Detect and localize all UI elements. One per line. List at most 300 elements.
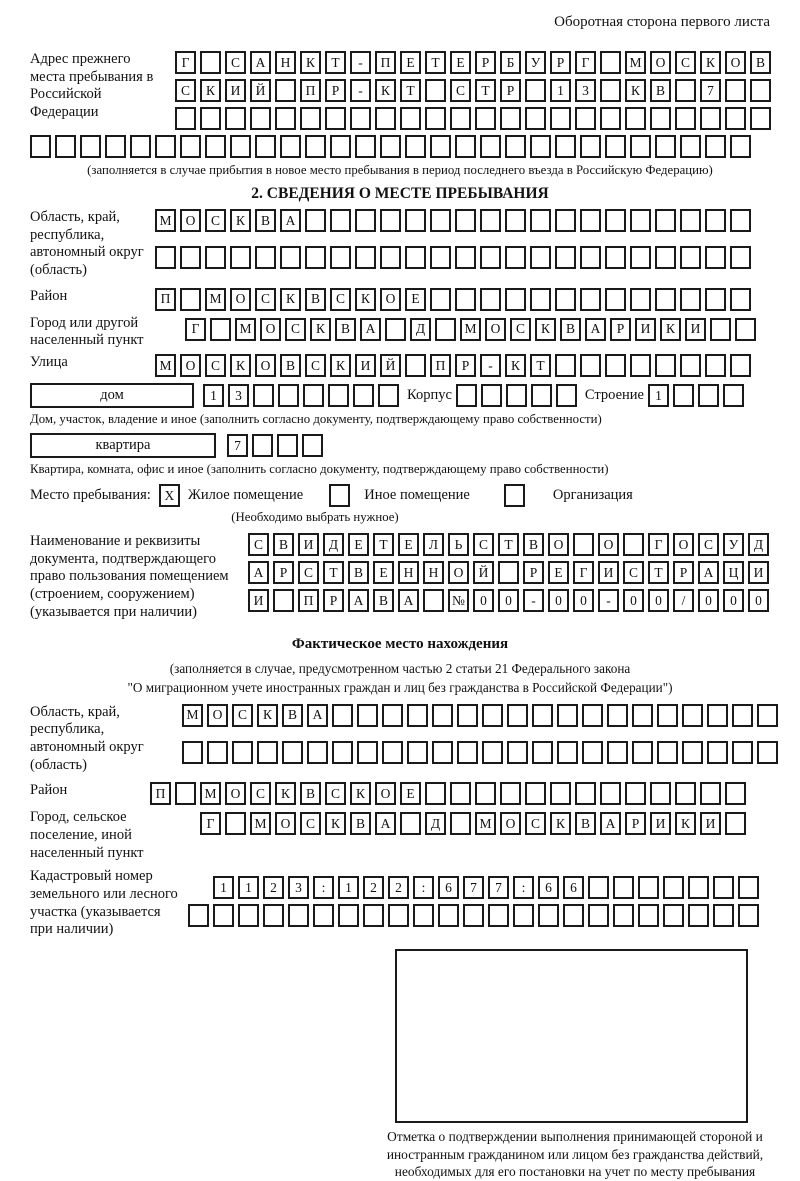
char-cell[interactable]: [498, 561, 519, 584]
char-cell[interactable]: [588, 904, 609, 927]
char-cell[interactable]: Е: [348, 533, 369, 556]
char-cell[interactable]: [607, 741, 628, 764]
char-cell[interactable]: [557, 741, 578, 764]
char-cell[interactable]: Й: [250, 79, 271, 102]
char-cell[interactable]: К: [325, 812, 346, 835]
char-cell[interactable]: М: [200, 782, 221, 805]
char-cell[interactable]: [507, 741, 528, 764]
char-cell[interactable]: [130, 135, 151, 158]
char-cell[interactable]: [605, 288, 626, 311]
char-cell[interactable]: [257, 741, 278, 764]
char-cell[interactable]: [255, 135, 276, 158]
checkbox-other-premises[interactable]: [329, 484, 350, 507]
char-cell[interactable]: [555, 246, 576, 269]
char-cell[interactable]: В: [300, 782, 321, 805]
char-cell[interactable]: [505, 135, 526, 158]
char-cell[interactable]: Ц: [723, 561, 744, 584]
char-cell[interactable]: [607, 704, 628, 727]
char-cell[interactable]: [238, 904, 259, 927]
char-cell[interactable]: [455, 135, 476, 158]
char-cell[interactable]: [277, 434, 298, 457]
char-cell[interactable]: [698, 384, 719, 407]
char-cell[interactable]: Р: [610, 318, 631, 341]
char-cell[interactable]: [655, 209, 676, 232]
char-cell[interactable]: [530, 135, 551, 158]
char-cell[interactable]: Г: [175, 51, 196, 74]
char-cell[interactable]: [432, 741, 453, 764]
char-cell[interactable]: К: [700, 51, 721, 74]
char-cell[interactable]: [700, 782, 721, 805]
char-cell[interactable]: 0: [723, 589, 744, 612]
char-cell[interactable]: -: [523, 589, 544, 612]
char-cell[interactable]: Р: [325, 79, 346, 102]
char-cell[interactable]: [738, 904, 759, 927]
char-cell[interactable]: -: [350, 51, 371, 74]
char-cell[interactable]: [205, 246, 226, 269]
char-cell[interactable]: Г: [573, 561, 594, 584]
char-cell[interactable]: [705, 209, 726, 232]
char-cell[interactable]: :: [313, 876, 334, 899]
char-cell[interactable]: [382, 741, 403, 764]
char-cell[interactable]: О: [260, 318, 281, 341]
char-cell[interactable]: Н: [423, 561, 444, 584]
char-cell[interactable]: [513, 904, 534, 927]
char-cell[interactable]: О: [180, 354, 201, 377]
char-cell[interactable]: [455, 246, 476, 269]
char-cell[interactable]: Б: [500, 51, 521, 74]
char-cell[interactable]: [655, 246, 676, 269]
char-cell[interactable]: [655, 135, 676, 158]
char-cell[interactable]: [655, 288, 676, 311]
char-cell[interactable]: [630, 209, 651, 232]
char-cell[interactable]: [307, 741, 328, 764]
char-cell[interactable]: С: [298, 561, 319, 584]
char-cell[interactable]: Р: [673, 561, 694, 584]
char-cell[interactable]: Р: [273, 561, 294, 584]
char-cell[interactable]: К: [660, 318, 681, 341]
char-cell[interactable]: [200, 51, 221, 74]
char-cell[interactable]: [730, 246, 751, 269]
char-cell[interactable]: Т: [325, 51, 346, 74]
char-cell[interactable]: -: [598, 589, 619, 612]
char-cell[interactable]: М: [205, 288, 226, 311]
char-cell[interactable]: Е: [450, 51, 471, 74]
char-cell[interactable]: [682, 741, 703, 764]
char-cell[interactable]: [555, 288, 576, 311]
char-cell[interactable]: [180, 288, 201, 311]
char-cell[interactable]: [405, 209, 426, 232]
char-cell[interactable]: [278, 384, 299, 407]
char-cell[interactable]: Г: [200, 812, 221, 835]
char-cell[interactable]: [303, 384, 324, 407]
char-cell[interactable]: [663, 904, 684, 927]
char-cell[interactable]: [675, 782, 696, 805]
char-cell[interactable]: [355, 246, 376, 269]
char-cell[interactable]: [725, 107, 746, 130]
char-cell[interactable]: [482, 704, 503, 727]
char-cell[interactable]: [531, 384, 552, 407]
char-cell[interactable]: [680, 246, 701, 269]
char-cell[interactable]: В: [282, 704, 303, 727]
char-cell[interactable]: К: [200, 79, 221, 102]
char-cell[interactable]: А: [348, 589, 369, 612]
char-cell[interactable]: [380, 209, 401, 232]
char-cell[interactable]: [738, 876, 759, 899]
checkbox-organization[interactable]: [504, 484, 525, 507]
char-cell[interactable]: [580, 354, 601, 377]
char-cell[interactable]: С: [248, 533, 269, 556]
char-cell[interactable]: В: [575, 812, 596, 835]
char-cell[interactable]: [757, 741, 778, 764]
char-cell[interactable]: [413, 904, 434, 927]
char-cell[interactable]: [682, 704, 703, 727]
char-cell[interactable]: К: [310, 318, 331, 341]
char-cell[interactable]: Т: [373, 533, 394, 556]
char-cell[interactable]: М: [625, 51, 646, 74]
char-cell[interactable]: [450, 782, 471, 805]
char-cell[interactable]: Т: [530, 354, 551, 377]
char-cell[interactable]: К: [257, 704, 278, 727]
char-cell[interactable]: 3: [288, 876, 309, 899]
char-cell[interactable]: [713, 876, 734, 899]
char-cell[interactable]: 1: [238, 876, 259, 899]
char-cell[interactable]: [475, 107, 496, 130]
char-cell[interactable]: [638, 876, 659, 899]
char-cell[interactable]: [325, 107, 346, 130]
char-cell[interactable]: [463, 904, 484, 927]
char-cell[interactable]: [457, 704, 478, 727]
char-cell[interactable]: [330, 246, 351, 269]
char-cell[interactable]: [710, 318, 731, 341]
char-cell[interactable]: [555, 354, 576, 377]
char-cell[interactable]: [630, 288, 651, 311]
char-cell[interactable]: [230, 246, 251, 269]
char-cell[interactable]: А: [698, 561, 719, 584]
char-cell[interactable]: [350, 107, 371, 130]
char-cell[interactable]: [438, 904, 459, 927]
char-cell[interactable]: [630, 354, 651, 377]
char-cell[interactable]: [613, 876, 634, 899]
char-cell[interactable]: О: [448, 561, 469, 584]
char-cell[interactable]: 2: [263, 876, 284, 899]
char-cell[interactable]: С: [285, 318, 306, 341]
char-cell[interactable]: Т: [648, 561, 669, 584]
char-cell[interactable]: [330, 209, 351, 232]
char-cell[interactable]: В: [750, 51, 771, 74]
char-cell[interactable]: М: [475, 812, 496, 835]
char-cell[interactable]: [305, 246, 326, 269]
char-cell[interactable]: [580, 246, 601, 269]
char-cell[interactable]: [457, 741, 478, 764]
char-cell[interactable]: [705, 246, 726, 269]
char-cell[interactable]: [475, 782, 496, 805]
char-cell[interactable]: С: [225, 51, 246, 74]
char-cell[interactable]: [455, 288, 476, 311]
char-cell[interactable]: С: [330, 288, 351, 311]
char-cell[interactable]: Е: [398, 533, 419, 556]
char-cell[interactable]: [713, 904, 734, 927]
char-cell[interactable]: О: [725, 51, 746, 74]
char-cell[interactable]: С: [250, 782, 271, 805]
char-cell[interactable]: С: [175, 79, 196, 102]
char-cell[interactable]: К: [280, 288, 301, 311]
char-cell[interactable]: К: [230, 354, 251, 377]
char-cell[interactable]: [357, 704, 378, 727]
char-cell[interactable]: 3: [575, 79, 596, 102]
char-cell[interactable]: И: [355, 354, 376, 377]
char-cell[interactable]: [388, 904, 409, 927]
char-cell[interactable]: Е: [373, 561, 394, 584]
char-cell[interactable]: С: [325, 782, 346, 805]
char-cell[interactable]: [405, 354, 426, 377]
char-cell[interactable]: [638, 904, 659, 927]
char-cell[interactable]: [525, 782, 546, 805]
char-cell[interactable]: Д: [323, 533, 344, 556]
char-cell[interactable]: [605, 354, 626, 377]
char-cell[interactable]: [205, 135, 226, 158]
char-cell[interactable]: Е: [400, 782, 421, 805]
char-cell[interactable]: С: [205, 354, 226, 377]
char-cell[interactable]: О: [548, 533, 569, 556]
char-cell[interactable]: М: [235, 318, 256, 341]
char-cell[interactable]: Н: [398, 561, 419, 584]
char-cell[interactable]: [600, 107, 621, 130]
char-cell[interactable]: [530, 246, 551, 269]
char-cell[interactable]: [625, 782, 646, 805]
char-cell[interactable]: 6: [538, 876, 559, 899]
char-cell[interactable]: [500, 107, 521, 130]
char-cell[interactable]: Р: [500, 79, 521, 102]
char-cell[interactable]: [505, 209, 526, 232]
char-cell[interactable]: [506, 384, 527, 407]
char-cell[interactable]: А: [250, 51, 271, 74]
char-cell[interactable]: 0: [573, 589, 594, 612]
char-cell[interactable]: [650, 782, 671, 805]
char-cell[interactable]: [378, 384, 399, 407]
char-cell[interactable]: [732, 704, 753, 727]
char-cell[interactable]: [605, 209, 626, 232]
char-cell[interactable]: [232, 741, 253, 764]
char-cell[interactable]: [505, 246, 526, 269]
char-cell[interactable]: [407, 741, 428, 764]
char-cell[interactable]: К: [275, 782, 296, 805]
char-cell[interactable]: :: [513, 876, 534, 899]
char-cell[interactable]: [505, 288, 526, 311]
char-cell[interactable]: [600, 782, 621, 805]
char-cell[interactable]: -: [350, 79, 371, 102]
char-cell[interactable]: Н: [275, 51, 296, 74]
char-cell[interactable]: [407, 704, 428, 727]
char-cell[interactable]: [632, 704, 653, 727]
char-cell[interactable]: [355, 135, 376, 158]
char-cell[interactable]: [423, 589, 444, 612]
char-cell[interactable]: [250, 107, 271, 130]
char-cell[interactable]: В: [560, 318, 581, 341]
char-cell[interactable]: С: [205, 209, 226, 232]
char-cell[interactable]: К: [675, 812, 696, 835]
checkbox-residential[interactable]: X: [159, 484, 180, 507]
char-cell[interactable]: [705, 354, 726, 377]
char-cell[interactable]: М: [250, 812, 271, 835]
char-cell[interactable]: 2: [363, 876, 384, 899]
char-cell[interactable]: [507, 704, 528, 727]
char-cell[interactable]: [213, 904, 234, 927]
char-cell[interactable]: [435, 318, 456, 341]
char-cell[interactable]: [657, 741, 678, 764]
char-cell[interactable]: [675, 107, 696, 130]
char-cell[interactable]: [700, 107, 721, 130]
char-cell[interactable]: [105, 135, 126, 158]
char-cell[interactable]: [302, 434, 323, 457]
char-cell[interactable]: [530, 288, 551, 311]
char-cell[interactable]: [252, 434, 273, 457]
char-cell[interactable]: [530, 209, 551, 232]
char-cell[interactable]: О: [650, 51, 671, 74]
char-cell[interactable]: /: [673, 589, 694, 612]
char-cell[interactable]: [456, 384, 477, 407]
char-cell[interactable]: 1: [550, 79, 571, 102]
char-cell[interactable]: [480, 135, 501, 158]
char-cell[interactable]: -: [480, 354, 501, 377]
char-cell[interactable]: [305, 209, 326, 232]
char-cell[interactable]: 7: [488, 876, 509, 899]
char-cell[interactable]: [332, 704, 353, 727]
char-cell[interactable]: [273, 589, 294, 612]
char-cell[interactable]: В: [255, 209, 276, 232]
char-cell[interactable]: [330, 135, 351, 158]
char-cell[interactable]: [432, 704, 453, 727]
char-cell[interactable]: [282, 741, 303, 764]
char-cell[interactable]: [550, 782, 571, 805]
char-cell[interactable]: [725, 812, 746, 835]
char-cell[interactable]: [357, 741, 378, 764]
char-cell[interactable]: И: [298, 533, 319, 556]
char-cell[interactable]: У: [525, 51, 546, 74]
char-cell[interactable]: [430, 246, 451, 269]
char-cell[interactable]: [575, 107, 596, 130]
char-cell[interactable]: [207, 741, 228, 764]
char-cell[interactable]: С: [255, 288, 276, 311]
char-cell[interactable]: К: [535, 318, 556, 341]
char-cell[interactable]: [425, 107, 446, 130]
char-cell[interactable]: [630, 135, 651, 158]
char-cell[interactable]: А: [398, 589, 419, 612]
char-cell[interactable]: И: [248, 589, 269, 612]
char-cell[interactable]: 6: [438, 876, 459, 899]
char-cell[interactable]: [480, 209, 501, 232]
char-cell[interactable]: [328, 384, 349, 407]
char-cell[interactable]: О: [485, 318, 506, 341]
char-cell[interactable]: Й: [380, 354, 401, 377]
char-cell[interactable]: [735, 318, 756, 341]
char-cell[interactable]: [563, 904, 584, 927]
char-cell[interactable]: И: [598, 561, 619, 584]
char-cell[interactable]: Р: [550, 51, 571, 74]
char-cell[interactable]: [405, 246, 426, 269]
char-cell[interactable]: П: [430, 354, 451, 377]
char-cell[interactable]: [538, 904, 559, 927]
char-cell[interactable]: [225, 812, 246, 835]
char-cell[interactable]: [725, 782, 746, 805]
char-cell[interactable]: П: [155, 288, 176, 311]
char-cell[interactable]: [180, 246, 201, 269]
char-cell[interactable]: С: [305, 354, 326, 377]
char-cell[interactable]: [705, 135, 726, 158]
char-cell[interactable]: 2: [388, 876, 409, 899]
char-cell[interactable]: И: [685, 318, 706, 341]
char-cell[interactable]: [405, 135, 426, 158]
char-cell[interactable]: [680, 288, 701, 311]
char-cell[interactable]: [255, 246, 276, 269]
char-cell[interactable]: Л: [423, 533, 444, 556]
char-cell[interactable]: [730, 135, 751, 158]
char-cell[interactable]: [480, 288, 501, 311]
char-cell[interactable]: О: [380, 288, 401, 311]
char-cell[interactable]: 0: [548, 589, 569, 612]
char-cell[interactable]: М: [460, 318, 481, 341]
char-cell[interactable]: О: [230, 288, 251, 311]
char-cell[interactable]: [680, 354, 701, 377]
char-cell[interactable]: [532, 704, 553, 727]
char-cell[interactable]: [155, 135, 176, 158]
char-cell[interactable]: [80, 135, 101, 158]
char-cell[interactable]: [353, 384, 374, 407]
char-cell[interactable]: И: [225, 79, 246, 102]
char-cell[interactable]: [750, 107, 771, 130]
char-cell[interactable]: С: [473, 533, 494, 556]
char-cell[interactable]: [623, 533, 644, 556]
char-cell[interactable]: Г: [648, 533, 669, 556]
char-cell[interactable]: [430, 288, 451, 311]
char-cell[interactable]: Т: [498, 533, 519, 556]
char-cell[interactable]: [182, 741, 203, 764]
char-cell[interactable]: Р: [625, 812, 646, 835]
char-cell[interactable]: О: [500, 812, 521, 835]
char-cell[interactable]: А: [248, 561, 269, 584]
char-cell[interactable]: Р: [455, 354, 476, 377]
char-cell[interactable]: [525, 107, 546, 130]
char-cell[interactable]: [482, 741, 503, 764]
char-cell[interactable]: А: [280, 209, 301, 232]
char-cell[interactable]: [630, 246, 651, 269]
char-cell[interactable]: С: [698, 533, 719, 556]
char-cell[interactable]: П: [298, 589, 319, 612]
char-cell[interactable]: [723, 384, 744, 407]
char-cell[interactable]: В: [350, 812, 371, 835]
char-cell[interactable]: [450, 107, 471, 130]
char-cell[interactable]: [730, 354, 751, 377]
char-cell[interactable]: [55, 135, 76, 158]
char-cell[interactable]: [305, 135, 326, 158]
char-cell[interactable]: [732, 741, 753, 764]
char-cell[interactable]: В: [348, 561, 369, 584]
char-cell[interactable]: Й: [473, 561, 494, 584]
char-cell[interactable]: К: [350, 782, 371, 805]
char-cell[interactable]: [655, 354, 676, 377]
char-cell[interactable]: [557, 704, 578, 727]
char-cell[interactable]: К: [625, 79, 646, 102]
char-cell[interactable]: [580, 209, 601, 232]
char-cell[interactable]: [582, 741, 603, 764]
char-cell[interactable]: Д: [425, 812, 446, 835]
char-cell[interactable]: 1: [203, 384, 224, 407]
char-cell[interactable]: [455, 209, 476, 232]
char-cell[interactable]: М: [182, 704, 203, 727]
char-cell[interactable]: [200, 107, 221, 130]
char-cell[interactable]: [175, 107, 196, 130]
char-cell[interactable]: С: [300, 812, 321, 835]
char-cell[interactable]: 1: [338, 876, 359, 899]
